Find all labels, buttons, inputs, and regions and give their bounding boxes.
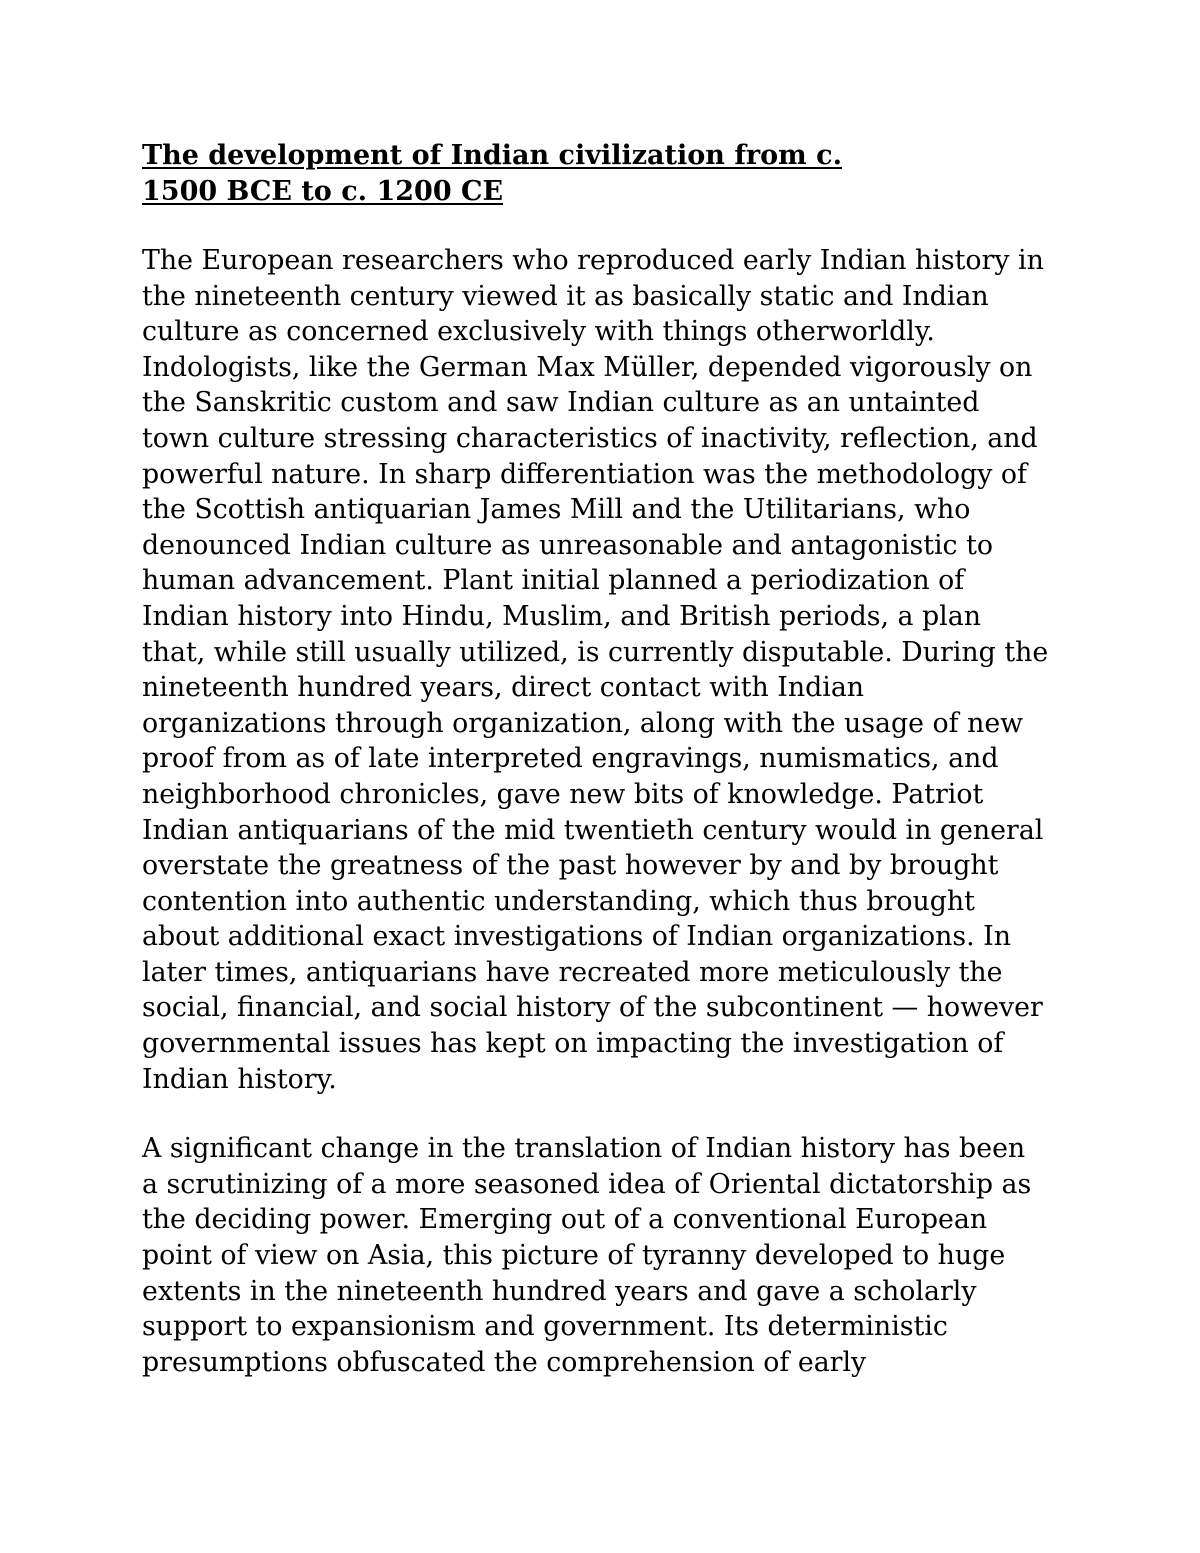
text-line: Indian antiquarians of the mid twentieth century would in general	[142, 814, 1044, 846]
text-line: the Scottish antiquarian James Mill and the Utilitarians, who	[142, 494, 971, 526]
text-line: Indologists, like the German Max Müller, depended vigorously on	[142, 351, 1033, 383]
title-line: 1500 BCE to c. 1200 CE	[142, 176, 504, 207]
text-line: powerful nature. In sharp differentiation was the methodology of	[142, 458, 1027, 490]
paragraph-2	[142, 1131, 1082, 1380]
text-line: contention into authentic understanding, which thus brought	[142, 885, 975, 917]
text-line: Indian history into Hindu, Muslim, and British periods, a plan	[142, 600, 981, 632]
text-line: support to expansionism and government. Its deterministic	[142, 1311, 948, 1343]
paragraph-1	[142, 243, 1082, 1097]
text-line: neighborhood chronicles, gave new bits of knowledge. Patriot	[142, 778, 984, 810]
text-line: point of view on Asia, this picture of tyranny developed to huge	[142, 1240, 1006, 1272]
text-line: the deciding power. Emerging out of a conventional European	[142, 1204, 988, 1236]
text-line: presumptions obfuscated the comprehension of early	[142, 1346, 867, 1378]
text-line: the nineteenth century viewed it as basically static and Indian	[142, 280, 989, 312]
text-line: later times, antiquarians have recreated more meticulously the	[142, 956, 1003, 988]
text-line: organizations through organization, along with the usage of new	[142, 707, 1024, 739]
text-line: governmental issues has kept on impacting the investigation of	[142, 1028, 1004, 1060]
text-line: extents in the nineteenth hundred years and gave a scholarly	[142, 1275, 977, 1307]
text-line: human advancement. Plant initial planned a periodization of	[142, 565, 965, 597]
text-line: denounced Indian culture as unreasonable and antagonistic to	[142, 529, 993, 561]
document-title	[142, 138, 1082, 210]
text-line: culture as concerned exclusively with things otherworldly.	[142, 316, 935, 348]
text-line: overstate the greatness of the past however by and by brought	[142, 850, 999, 882]
text-line: the Sanskritic custom and saw Indian culture as an untainted	[142, 387, 980, 419]
text-line: proof from as of late interpreted engravings, numismatics, and	[142, 743, 999, 775]
text-line: that, while still usually utilized, is currently disputable. During the	[142, 636, 1049, 668]
text-line: A significant change in the translation of Indian history has been	[142, 1133, 1026, 1165]
text-line: nineteenth hundred years, direct contact with Indian	[142, 672, 865, 704]
text-line: about additional exact investigations of Indian organizations. In	[142, 921, 1011, 953]
document-body	[142, 138, 1082, 1414]
text-line: a scrutinizing of a more seasoned idea of Oriental dictatorship as	[142, 1168, 1032, 1200]
text-line: Indian history.	[142, 1063, 337, 1095]
text-line: social, financial, and social history of the subcontinent — however	[142, 992, 1043, 1024]
text-line: town culture stressing characteristics of inactivity, reflection, and	[142, 422, 1038, 454]
text-line: The European researchers who reproduced early Indian history in	[142, 245, 1044, 276]
title-line: The development of Indian civilization from c.	[142, 140, 842, 171]
